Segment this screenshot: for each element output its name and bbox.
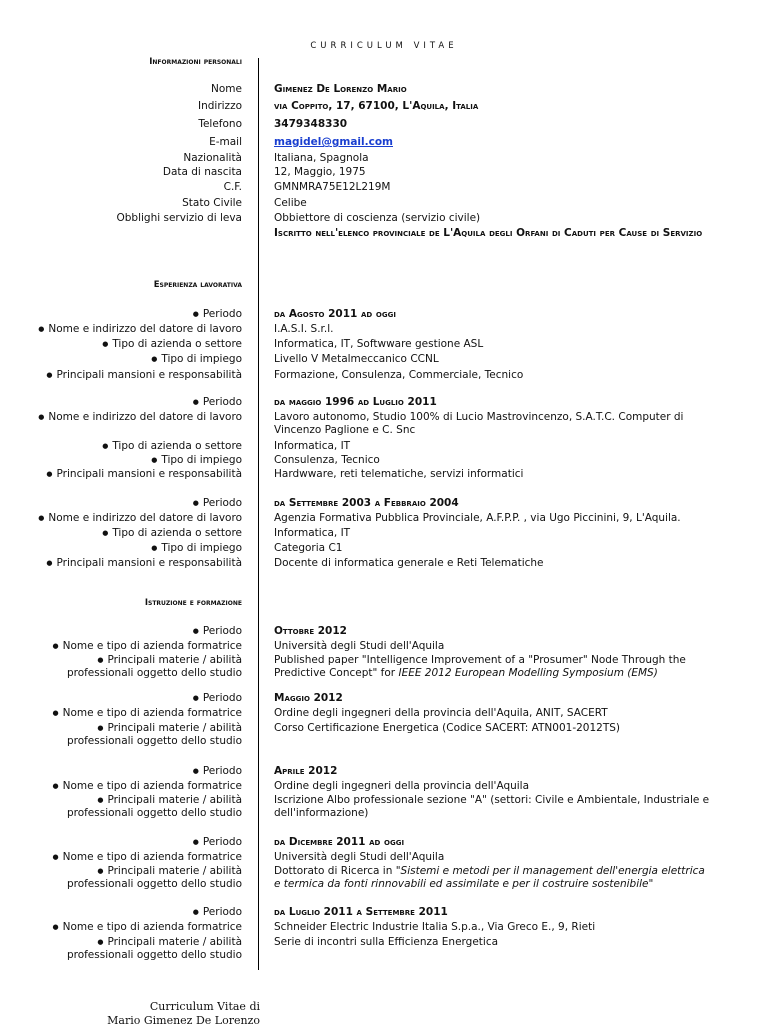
label-materie: ● Principali materie / abilità professionali oggetto dello studio <box>67 865 242 891</box>
value-materie: Dottorato di Ricerca in "Sistemi e metodi per il management dell'energia elettrica e termica da fonti rinnovabili ed assimilate e per il costruire sostenibile" <box>274 865 705 890</box>
value-datore: Lavoro autonomo, Studio 100% di Lucio Mastrovincenzo, S.A.T.C. Computer di Vincenzo Paglione e C. Snc <box>274 411 684 436</box>
value-impiego: Consulenza, Tecnico <box>274 454 380 466</box>
value-periodo: da Settembre 2003 a Febbraio 2004 <box>274 497 459 509</box>
label-leva: Obblighi servizio di leva <box>116 212 242 224</box>
value-indirizzo: via Coppito, 17, 67100, L'Aquila, Italia <box>274 100 479 112</box>
label-nazionalita: Nazionalità <box>183 152 242 164</box>
value-azienda: Ordine degli ingegneri della provincia dell'Aquila, ANIT, SACERT <box>274 707 608 719</box>
value-mansioni: Hardwware, reti telematiche, servizi informatici <box>274 468 524 480</box>
label-datore: ● Nome e indirizzo del datore di lavoro <box>38 512 242 525</box>
column-divider <box>258 58 259 970</box>
value-cf: GMNMRA75E12L219M <box>274 181 391 193</box>
value-nascita: 12, Maggio, 1975 <box>274 166 366 178</box>
value-impiego: Livello V Metalmeccanico CCNL <box>274 353 439 365</box>
value-settore: Informatica, IT, Softwware gestione ASL <box>274 338 484 350</box>
label-materie: ● Principali materie / abilità professionali oggetto dello studio <box>67 722 242 748</box>
footer-line-2: Mario Gimenez De Lorenzo <box>107 1014 260 1027</box>
value-nazionalita: Italiana, Spagnola <box>274 152 369 164</box>
value-azienda: Schneider Electric Industrie Italia S.p.a., Via Greco E., 9, Rieti <box>274 921 596 933</box>
value-periodo: Maggio 2012 <box>274 692 343 704</box>
label-settore: ● Tipo di azienda o settore <box>102 440 242 453</box>
value-settore: Informatica, IT <box>274 527 351 539</box>
label-mansioni: ● Principali mansioni e responsabilità <box>46 468 242 481</box>
value-mansioni: Formazione, Consulenza, Commerciale, Tecnico <box>274 369 524 381</box>
label-indirizzo: Indirizzo <box>197 100 242 112</box>
label-datore: ● Nome e indirizzo del datore di lavoro <box>38 411 242 424</box>
value-stato: Celibe <box>274 197 307 209</box>
label-cf: C.F. <box>223 181 242 193</box>
label-impiego: ● Tipo di impiego <box>151 454 242 467</box>
label-periodo: ● Periodo <box>193 396 242 409</box>
value-datore: I.A.S.I. S.r.l. <box>274 323 334 335</box>
value-azienda: Università degli Studi dell'Aquila <box>274 851 445 863</box>
value-datore: Agenzia Formativa Pubblica Provinciale, A.F.P.P. , via Ugo Piccinini, 9, L'Aquila. <box>274 512 681 524</box>
label-periodo: ● Periodo <box>193 765 242 778</box>
value-periodo: da Agosto 2011 ad oggi <box>274 308 396 320</box>
label-materie: ● Principali materie / abilità professionali oggetto dello studio <box>67 936 242 962</box>
value-periodo: da maggio 1996 ad Luglio 2011 <box>274 396 437 408</box>
section-title-work: Esperienza lavorativa <box>153 280 242 290</box>
value-periodo: Ottobre 2012 <box>274 625 347 637</box>
label-datore: ● Nome e indirizzo del datore di lavoro <box>38 323 242 336</box>
value-settore: Informatica, IT <box>274 440 351 452</box>
section-title-personal: Informazioni personali <box>149 57 242 67</box>
label-azienda: ● Nome e tipo di azienda formatrice <box>52 921 242 934</box>
label-periodo: ● Periodo <box>193 836 242 849</box>
label-impiego: ● Tipo di impiego <box>151 353 242 366</box>
label-telefono: Telefono <box>198 118 242 130</box>
value-orfani: Iscritto nell'elenco provinciale de L'Aquila degli Orfani di Caduti per Cause di Servizio <box>274 227 703 239</box>
label-stato: Stato Civile <box>182 197 242 209</box>
label-impiego: ● Tipo di impiego <box>151 542 242 555</box>
label-periodo: ● Periodo <box>193 308 242 321</box>
label-settore: ● Tipo di azienda o settore <box>102 338 242 351</box>
value-mansioni: Docente di informatica generale e Reti Telematiche <box>274 557 544 569</box>
section-title-education: Istruzione e formazione <box>144 598 242 608</box>
value-leva: Obbiettore di coscienza (servizio civile) <box>274 212 481 224</box>
label-mansioni: ● Principali mansioni e responsabilità <box>46 369 242 382</box>
label-materie: ● Principali materie / abilità professionali oggetto dello studio <box>67 794 242 820</box>
value-azienda: Università degli Studi dell'Aquila <box>274 640 445 652</box>
value-materie: Iscrizione Albo professionale sezione "A" (settori: Civile e Ambientale, Industriale e dell'informazione) <box>274 794 710 819</box>
value-telefono: 3479348330 <box>274 118 348 130</box>
label-email: E-mail <box>209 136 242 148</box>
value-periodo: da Luglio 2011 a Settembre 2011 <box>274 906 448 918</box>
label-azienda: ● Nome e tipo di azienda formatrice <box>52 780 242 793</box>
document-title: CURRICULUM VITAE <box>310 41 458 51</box>
label-azienda: ● Nome e tipo di azienda formatrice <box>52 707 242 720</box>
value-materie: Published paper "Intelligence Improvement of a "Prosumer" Node Through the Predictive Concept" for IEEE 2012 European Modelling Symposium (EMS) <box>274 654 686 679</box>
label-periodo: ● Periodo <box>193 625 242 638</box>
label-azienda: ● Nome e tipo di azienda formatrice <box>52 851 242 864</box>
label-periodo: ● Periodo <box>193 906 242 919</box>
value-nome: Gimenez De Lorenzo Mario <box>274 83 407 95</box>
label-materie: ● Principali materie / abilità professionali oggetto dello studio <box>67 654 242 680</box>
value-impiego: Categoria C1 <box>274 542 343 554</box>
label-nascita: Data di nascita <box>162 166 242 178</box>
value-azienda: Ordine degli ingegneri della provincia dell'Aquila <box>274 780 530 792</box>
label-settore: ● Tipo di azienda o settore <box>102 527 242 540</box>
label-azienda: ● Nome e tipo di azienda formatrice <box>52 640 242 653</box>
label-periodo: ● Periodo <box>193 692 242 705</box>
label-periodo: ● Periodo <box>193 497 242 510</box>
value-materie: Serie di incontri sulla Efficienza Energetica <box>274 936 499 948</box>
value-materie: Corso Certificazione Energetica (Codice SACERT: ATN001-2012TS) <box>274 722 621 734</box>
value-periodo: Aprile 2012 <box>274 765 338 777</box>
footer-line-1: Curriculum Vitae di <box>149 1000 260 1013</box>
label-mansioni: ● Principali mansioni e responsabilità <box>46 557 242 570</box>
email-link[interactable]: magidel@gmail.com <box>274 136 393 148</box>
value-periodo: da Dicembre 2011 ad oggi <box>274 836 405 848</box>
label-nome: Nome <box>211 83 242 95</box>
